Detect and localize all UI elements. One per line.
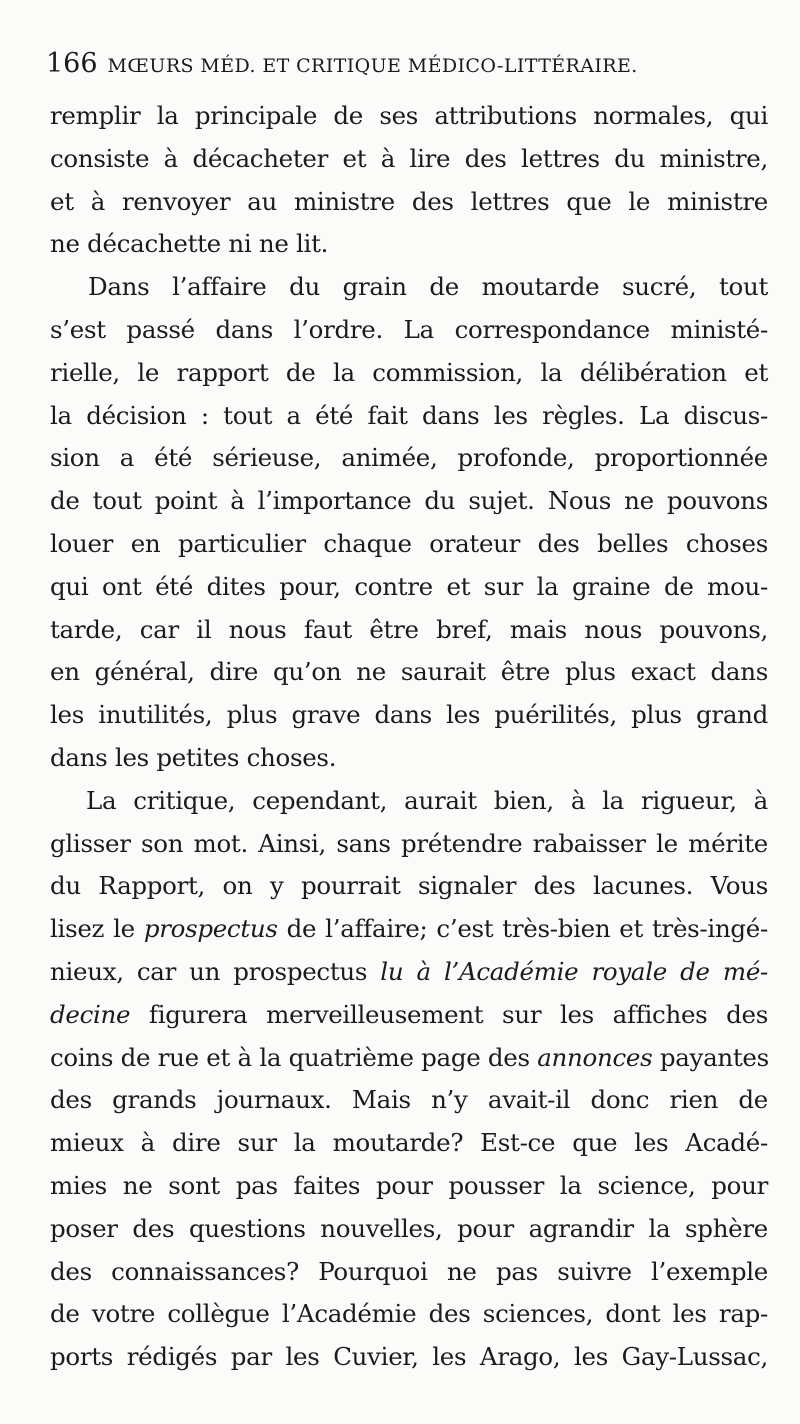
italic-segment: annonces [537,1042,653,1072]
text-line: ne décachette ni ne lit. [50,229,329,259]
text-segment: lisez le [50,914,144,944]
text-line: glisser son mot. Ainsi, sans prétendre rabaisser le mérite [50,828,768,858]
text-line: sion a été sérieuse, animée, profonde, proportionnée [50,443,768,473]
running-title: MŒURS MÉD. ET CRITIQUE MÉDICO-LITTÉRAIRE. [107,55,638,77]
text-line-mixed [50,951,768,994]
text-line: les inutilités, plus grave dans les puérilités, plus grand [50,700,768,730]
italic-segment: lu à l’Académie royale de mé- [380,956,768,986]
text-line: du Rapport, on y pourrait signaler des lacunes. Vous [50,871,768,901]
text-segment: payantes [652,1042,769,1072]
page-number: 166 [46,48,98,79]
text-line: Dans l’affaire du grain de moutarde sucré, tout [88,272,768,302]
text-segment: nieux, car un prospectus [50,956,381,986]
text-line: des grands journaux. Mais n’y avait-il donc rien de [50,1085,768,1115]
text-line: et à renvoyer au ministre des lettres que le ministre [50,186,768,216]
text-line: s’est passé dans l’ordre. La correspondance ministé- [50,314,768,344]
text-line-mixed [50,994,768,1037]
text-line: louer en particulier chaque orateur des belles choses [50,528,768,558]
text-line: remplir la principale de ses attributions normales, qui [50,101,768,130]
text-line: ports rédigés par les Cuvier, les Arago, les Gay-Lussac, [50,1342,768,1372]
text-line: mies ne sont pas faites pour pousser la science, pour [50,1170,768,1200]
text-line: poser des questions nouvelles, pour agrandir la sphère [50,1213,768,1243]
text-line-mixed [50,908,768,951]
text-segment: de l’affaire; c’est très-bien et très-ingé- [277,914,768,944]
text-line: dans les petites choses. [50,742,337,772]
text-line: de votre collègue l’Académie des sciences, dont les rap- [50,1299,768,1329]
italic-segment: prospectus [143,914,278,944]
text-line: qui ont été dites pour, contre et sur la graine de mou- [50,571,768,601]
text-line: La critique, cependant, aurait bien, à la rigueur, à [86,785,768,815]
body-text [50,95,768,1379]
text-line: de tout point à l’importance du sujet. Nous ne pouvons [50,486,768,516]
text-line: la décision : tout a été fait dans les règles. La discus- [50,400,768,430]
text-line: mieux à dire sur la moutarde? Est-ce que les Acadé- [50,1128,768,1158]
text-segment: coins de rue et à la quatrième page des [50,1042,538,1072]
text-segment: figurera merveilleusement sur les affiches des [130,999,768,1029]
text-line: rielle, le rapport de la commission, la délibération et [50,357,768,387]
text-line: en général, dire qu’on ne saurait être plus exact dans [50,657,768,687]
running-header [46,48,766,79]
text-line: tarde, car il nous faut être bref, mais nous pouvons, [50,614,768,644]
italic-segment: decine [50,999,131,1029]
text-line: consiste à décacheter et à lire des lettres du ministre, [50,143,768,173]
text-line: des connaissances? Pourquoi ne pas suivre l’exemple [50,1256,768,1286]
text-line-mixed [50,1037,768,1080]
